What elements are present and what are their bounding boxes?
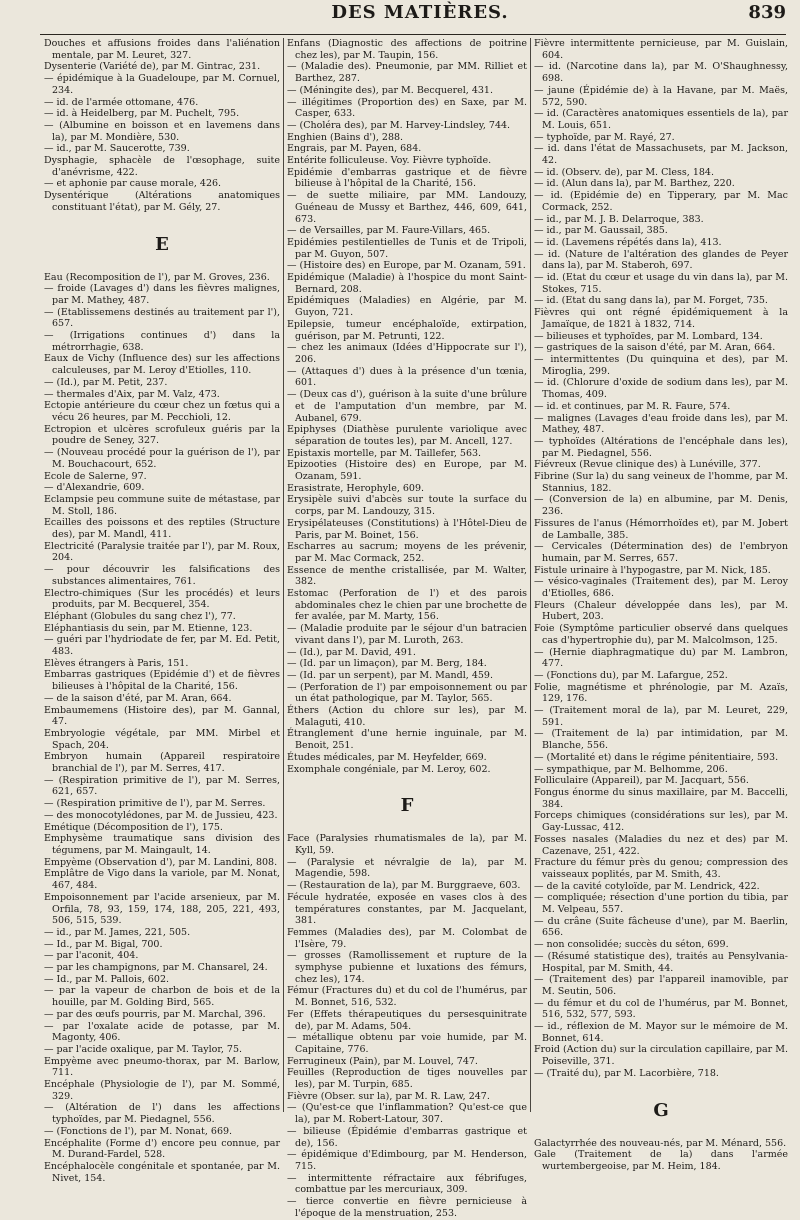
index-entry: — (Traitement des) par l'appareil inamovible, par M. Seutin, 506.: [534, 974, 788, 997]
section-letter: E: [155, 233, 169, 255]
index-entry: — (Maladie produite par le séjour d'un batracien vivant dans l'), par M. Luroth, 263.: [287, 623, 527, 646]
index-entry: — de suette miliaire, par MM. Landouzy, Guéneau de Mussy et Barthez, 446, 609, 641, 673.: [287, 190, 527, 225]
index-entry: Escharres au sacrum; moyens de les prévenir, par M. Mac Cormack, 252.: [287, 541, 527, 564]
index-entry: — thermales d'Aix, par M. Valz, 473.: [44, 388, 220, 400]
index-entry: — bilieuses et typhoïdes, par M. Lombard, 134.: [534, 330, 763, 342]
index-entry: Empyème avec pneumo-thorax, par M. Barlow, 711.: [44, 1055, 280, 1079]
index-entry: — (Altération de l') dans les affections typhoïdes, par M. Piedagnel, 556.: [44, 1102, 280, 1126]
index-entry: — id. (Nature de l'altération des glandes de Peyer dans la), par M. Staberoh, 697.: [534, 248, 788, 272]
index-entry: Epidémies pestilentielles de Tunis et de Tripoli, par M. Guyon, 507.: [287, 236, 527, 260]
index-entry: — par la vapeur de charbon de bois et de la houille, par M. Golding Bird, 565.: [44, 985, 280, 1009]
index-entry: Emphysème traumatique sans division des tégumens, par M. Maingault, 14.: [44, 833, 280, 856]
index-entry: — (Albumine en boisson et en lavemens dans la), par M. Mondière, 530.: [44, 119, 280, 143]
column-divider: [530, 38, 531, 1112]
index-entry: — (Respiration primitive de l'), par M. Serres, 621, 657.: [44, 774, 280, 798]
index-entry: Empoisonnement par l'acide arsenieux, par M. Orfila, 78, 93, 159, 174, 188, 205, 221, 493, 506, 515, 539.: [44, 891, 280, 927]
index-entry: — (Irrigations continues d') dans la métrorrhagie, 638.: [44, 330, 280, 353]
index-entry: — (Respiration primitive de l'), par M. Serres.: [44, 798, 266, 810]
index-entry: Embarras gastriques (Epidémie d') et de fièvres bilieuses à l'hôpital de la Charité, 156.: [44, 669, 280, 693]
index-entry: Exomphale congéniale, par M. Leroy, 602.: [287, 763, 491, 775]
index-entry: — vésico-vaginales (Traitement des), par M. Leroy d'Etiolles, 686.: [534, 576, 788, 600]
index-entry: Ecailles des poissons et des reptiles (Structure des), par M. Mandl, 411.: [44, 517, 280, 541]
index-entry: Eclampsie peu commune suite de métastase, par M. Stoll, 186.: [44, 493, 280, 517]
index-entry: Eaux de Vichy (Influence des) sur les affections calculeuses, par M. Leroy d'Etiolles, 110.: [44, 353, 280, 377]
index-entry: Emétique (Décomposition de l'), 175.: [44, 821, 223, 833]
index-entry: Fosses nasales (Maladies du nez et des) par M. Cazenave, 251, 422.: [534, 833, 788, 857]
index-entry: — (Attaques d') dues à la présence d'un tœnia, 601.: [287, 365, 527, 389]
index-entry: — (Deux cas d'), guérison à la suite d'une brûlure et de l'amputation d'un membre, par M. Aubanel, 679.: [287, 389, 527, 424]
index-entry: Engrais, par M. Payen, 684.: [287, 143, 422, 155]
index-entry: — id. dans l'état de Massachusets, par M. Jackson, 42.: [534, 143, 788, 167]
index-entry: — des monocotylédones, par M. de Jussieu, 423.: [44, 809, 278, 821]
index-entry: — id. (Etat du cœur et usage du vin dans la), par M. Stokes, 715.: [534, 272, 788, 295]
index-entry: — id. à Heidelberg, par M. Puchelt, 795.: [44, 108, 240, 120]
index-entry: Étranglement d'une hernie inguinale, par M. Benoit, 251.: [287, 728, 527, 752]
index-entry: Erasistrate, Herophyle, 609.: [287, 482, 425, 494]
index-entry: — id., par M. J. B. Delarroque, 383.: [534, 213, 704, 225]
index-entry: — (Perforation de l') par empoisonnement ou par un état pathologique, par M. Taylor, 565.: [287, 681, 527, 705]
index-entry: — de Versailles, par M. Faure-Villars, 465.: [287, 225, 491, 237]
index-entry: Fleurs (Chaleur développée dans les), par M. Hubert, 203.: [534, 599, 788, 623]
index-entry: — (Conversion de la) en albumine, par M. Denis, 236.: [534, 494, 788, 518]
index-entry: — id. (Chlorure d'oxide de sodium dans les), par M. Thomas, 409.: [534, 377, 788, 401]
section-letter: G: [653, 1099, 669, 1121]
index-entry: — id., par M. James, 221, 505.: [44, 926, 191, 938]
index-entry: Froid (Action du) sur la circulation capillaire, par M. Poiseville, 371.: [534, 1044, 788, 1068]
index-entry: Embryon humain (Appareil respiratoire branchial de l'), par M. Serres, 417.: [44, 751, 280, 775]
page-number: 839: [748, 2, 786, 23]
index-entry: — compliquée; résection d'une portion du tibia, par M. Velpeau, 557.: [534, 892, 788, 916]
index-entry: — id. et continues, par M. R. Faure, 574.: [534, 400, 731, 412]
index-entry: — id. (Etat du sang dans la), par M. Forget, 735.: [534, 295, 768, 307]
index-entry: — illégitimes (Proportion des) en Saxe, par M. Casper, 633.: [287, 96, 527, 120]
index-entry: Epistaxis mortelle, par M. Taillefer, 563.: [287, 447, 482, 459]
index-entry: — (Qu'est-ce que l'inflammation? Qu'est-ce que la), par M. Robert-Latour, 307.: [287, 1102, 527, 1126]
index-entry: — jaune (Épidémie de) à la Havane, par M. Maës, 572, 590.: [534, 84, 788, 108]
index-entry: Empyème (Observation d'), par M. Landini, 808.: [44, 856, 278, 868]
index-entry: Emplâtre de Vigo dans la variole, par M. Nonat, 467, 484.: [44, 868, 280, 892]
index-entry: Electro-chimiques (Sur les procédés) et leurs produits, par M. Becquerel, 354.: [44, 587, 280, 611]
index-entry: Feuilles (Reproduction de tiges nouvelles par les), par M. Turpin, 685.: [287, 1067, 527, 1091]
index-entry: — (Restauration de la), par M. Burggraeve, 603.: [287, 880, 521, 892]
index-entry: Essence de menthe cristallisée, par M. Walter, 382.: [287, 564, 527, 588]
index-entry: — (Id. par un serpent), par M. Mandl, 459.: [287, 669, 493, 681]
index-entry: — (Mortalité et) dans le régime pénitentiaire, 593.: [534, 751, 779, 763]
running-head-title: DES MATIÈRES.: [331, 2, 509, 23]
index-entry: — (Fonctions de l'), par M. Nonat, 669.: [44, 1125, 233, 1137]
column-divider: [283, 38, 284, 1112]
index-entry: — du crâne (Suite fâcheuse d'une), par M. Baerlin, 656.: [534, 915, 788, 939]
section-letter: F: [400, 795, 414, 817]
index-entry: Erysipèle suivi d'abcès sur toute la surface du corps, par M. Landouzy, 315.: [287, 494, 527, 518]
index-entry: — Id., par M. Pallois, 602.: [44, 973, 170, 985]
index-entry: Entérite folliculeuse. Voy. Fièvre typhoïde.: [287, 155, 492, 167]
index-entry: — (Maladie des). Pneumonie, par MM. Rilliet et Barthez, 287.: [287, 61, 527, 85]
index-entry: Fistule urinaire à l'hypogastre, par M. Nick, 185.: [534, 564, 771, 576]
index-entry: Enghien (Bains d'), 288.: [287, 131, 404, 143]
index-entry: — de la saison d'été, par M. Aran, 664.: [44, 692, 232, 704]
index-entry: — et aphonie par cause morale, 426.: [44, 178, 222, 190]
index-entry: — id. de l'armée ottomane, 476.: [44, 96, 199, 108]
index-entry: — (Résumé statistique des), traités au Pensylvania-Hospital, par M. Smith, 44.: [534, 950, 788, 974]
index-entry: — Cervicales (Détermination des) de l'embryon humain, par M. Serres, 657.: [534, 541, 788, 564]
index-entry: — d'Alexandrie, 609.: [44, 482, 145, 494]
index-entry: Foie (Symptôme particulier observé dans quelques cas d'hypertrophie du), par M. Malcolmson, 125.: [534, 623, 788, 646]
index-entry: — (Paralysie et névralgie de la), par M. Magendie, 598.: [287, 856, 527, 880]
index-entry: — (Id. par un limaçon), par M. Berg, 184.: [287, 658, 487, 670]
index-entry: Epiphyses (Diathèse purulente variolique avec séparation de toutes les), par M. Ancell, 127.: [287, 424, 527, 447]
index-entry: Fracture du fémur près du genou; compression des vaisseaux poplités, par M. Smith, 43.: [534, 857, 788, 880]
index-entry: Dysenterie (Variété de), par M. Gintrac, 231.: [44, 61, 261, 73]
index-entry: Epizooties (Histoire des) en Europe, par M. Ozanam, 591.: [287, 459, 527, 483]
index-entry: — (Id.), par M. Petit, 237.: [44, 376, 168, 388]
index-entry: — id., réflexion de M. Mayor sur le mémoire de M. Bonnet, 614.: [534, 1021, 788, 1044]
index-entry: Epidémiques (Maladies) en Algérie, par M. Guyon, 721.: [287, 295, 527, 319]
index-entry: — intermittentes (Du quinquina et des), par M. Miroglia, 299.: [534, 353, 788, 377]
index-entry: Dysphagie, sphacèle de l'œsophage, suite d'anévrisme, 422.: [44, 155, 280, 178]
index-entry: — sympathique, par M. Belhomme, 206.: [534, 763, 728, 775]
index-entry: Douches et affusions froides dans l'aliénation mentale, par M. Leuret, 327.: [44, 38, 280, 61]
header-rule: [40, 34, 786, 35]
index-entry: Electricité (Paralysie traitée par l'), par M. Roux, 204.: [44, 540, 280, 564]
index-entry: Forceps chimiques (considérations sur les), par M. Gay-Lussac, 412.: [534, 810, 788, 834]
index-entry: Estomac (Perforation de l') et des parois abdominales chez le chien par une brochette de fer avalée, par M. Marty, 156.: [287, 588, 527, 623]
index-entry: Encéphalite (Forme d') encore peu connue, par M. Durand-Fardel, 528.: [44, 1137, 280, 1161]
index-entry: Epidémique (Maladie) à l'hospice du mont Saint-Bernard, 208.: [287, 272, 527, 295]
index-entry: — (Fonctions du), par M. Lafargue, 252.: [534, 669, 728, 681]
running-head: [0, 2, 800, 30]
index-entry: — tierce convertie en fièvre pernicieuse à l'époque de la menstruation, 253.: [287, 1196, 527, 1219]
index-entry: Folie, magnétisme et phrénologie, par M. Azaïs, 129, 176.: [534, 681, 788, 705]
index-entry: — typhoïdes (Altérations de l'encéphale dans les), par M. Piedagnel, 556.: [534, 435, 788, 459]
index-entry: — id. (Observ. de), par M. Cless, 184.: [534, 166, 714, 178]
index-entry: — de la cavité cotyloïde, par M. Lendrick, 422.: [534, 880, 760, 892]
index-entry: — id., par M. Gaussail, 385.: [534, 225, 668, 237]
index-entry: Ecole de Salerne, 97.: [44, 470, 147, 482]
index-entry: Fissures de l'anus (Hémorrhoïdes et), par M. Jobert de Lamballe, 385.: [534, 517, 788, 541]
index-entry: — id. (Caractères anatomiques essentiels de la), par M. Louis, 651.: [534, 108, 788, 131]
index-entry: — id., par M. Saucerotte, 739.: [44, 143, 190, 155]
index-column-left: [44, 38, 280, 1184]
index-entry: — intermittente réfractaire aux fébrifuges, combattue par les mercuriaux, 309.: [287, 1172, 527, 1196]
index-entry: — non consolidée; succès du séton, 699.: [534, 939, 729, 951]
index-entry: — pour découvrir les falsifications des substances alimentaires, 761.: [44, 564, 280, 587]
index-entry: — (Histoire des) en Europe, par M. Ozanam, 591.: [287, 260, 526, 272]
index-entry: — (Hernie diaphragmatique du) par M. Lambron, 477.: [534, 646, 788, 670]
index-entry: Epilepsie, tumeur encéphaloïde, extirpation, guérison, par M. Petrunti, 122.: [287, 318, 527, 342]
index-entry: — (Traité du), par M. Lacorbière, 718.: [534, 1067, 719, 1079]
index-entry: Erysipélateuses (Constitutions) à l'Hôtel-Dieu de Paris, par M. Boinet, 156.: [287, 517, 527, 541]
index-entry: Face (Paralysies rhumatismales de la), par M. Kyll, 59.: [287, 833, 527, 856]
index-entry: Elèves étrangers à Paris, 151.: [44, 657, 189, 669]
index-entry: — (Choléra des), par M. Harvey-Lindsley, 744.: [287, 119, 511, 131]
index-entry: — gastriques de la saison d'été, par M. Aran, 664.: [534, 342, 776, 354]
index-entry: Femmes (Maladies des), par M. Colombat de l'Isère, 79.: [287, 926, 527, 950]
index-entry: Enfans (Diagnostic des affections de poitrine chez les), par M. Taupin, 156.: [287, 38, 527, 61]
index-entry: — id. (Alun dans la), par M. Barthez, 220.: [534, 178, 735, 190]
index-entry: Encéphalocèle congénitale et spontanée, par M. Nivet, 154.: [44, 1160, 280, 1184]
index-entry: — froide (Lavages d') dans les fièvres malignes, par M. Mathey, 487.: [44, 283, 280, 306]
index-entry: — par les champignons, par M. Chansarel, 24.: [44, 962, 268, 974]
index-entry: Eléphantiasis du sein, par M. Etienne, 123.: [44, 622, 253, 634]
index-entry: Éthers (Action du chlore sur les), par M. Malaguti, 410.: [287, 705, 527, 728]
index-entry: Folliculaire (Appareil), par M. Jacquart, 556.: [534, 775, 749, 787]
index-entry: Fiévreux (Revue clinique des) à Lunéville, 377.: [534, 459, 761, 471]
index-entry: Fièvres qui ont régné épidémiquement à la Jamaïque, de 1821 à 1832, 714.: [534, 307, 788, 330]
index-entry: — épidémique d'Edimbourg, par M. Henderson, 715.: [287, 1149, 527, 1172]
index-entry: Ectropion et ulcères scrofuleux guéris par la poudre de Seney, 327.: [44, 423, 280, 447]
index-entry: — (Id.), par M. David, 491.: [287, 646, 416, 658]
index-entry: Eau (Recomposition de l'), par M. Groves, 236.: [44, 271, 270, 283]
index-entry: — chez les animaux (Idées d'Hippocrate sur l'), 206.: [287, 342, 527, 365]
index-entry: — guéri par l'hydriodate de fer, par M. Ed. Petit, 483.: [44, 634, 280, 658]
index-entry: — typhoïde, par M. Rayé, 27.: [534, 131, 675, 143]
index-entry: — épidémique à la Guadeloupe, par M. Cornuel, 234.: [44, 73, 280, 96]
index-entry: — du fémur et du col de l'humérus, par M. Bonnet, 516, 532, 577, 593.: [534, 997, 788, 1021]
index-entry: Embaumemens (Histoire des), par M. Gannal, 47.: [44, 704, 280, 728]
index-column-middle: [287, 38, 527, 1219]
index-entry: Fièvre (Obser. sur la), par M. R. Law, 247.: [287, 1090, 490, 1102]
index-entry: Fer (Effets thérapeutiques du persesquinitrate de), par M. Adams, 504.: [287, 1008, 527, 1032]
index-entry: — id. (Epidémie de) en Tipperary, par M. Mac Cormack, 252.: [534, 190, 788, 213]
index-entry: Fongus énorme du sinus maxillaire, par M. Baccelli, 384.: [534, 787, 788, 810]
index-entry: Ferrugineux (Pain), par M. Louvel, 747.: [287, 1055, 478, 1067]
index-entry: Fécule hydratée, exposée en vases clos à des températures constantes, par M. Jacquelant, 381.: [287, 891, 527, 927]
index-entry: Dysentérique (Altérations anatomiques constituant l'état), par M. Gély, 27.: [44, 190, 280, 213]
index-entry: Epidémie d'embarras gastrique et de fièvre bilieuse à l'hôpital de la Charité, 156.: [287, 166, 527, 190]
index-entry: — par l'aconit, 404.: [44, 950, 139, 962]
index-entry: Fémur (Fractures du) et du col de l'humérus, par M. Bonnet, 516, 532.: [287, 985, 527, 1009]
index-entry: — malignes (Lavages d'eau froide dans les), par M. Mathey, 487.: [534, 412, 788, 436]
index-entry: — Id., par M. Bigal, 700.: [44, 938, 163, 950]
index-entry: Encéphale (Physiologie de l'), par M. Sommé, 329.: [44, 1079, 280, 1102]
index-entry: — par l'acide oxalique, par M. Taylor, 75.: [44, 1043, 243, 1055]
index-entry: — grosses (Ramollissement et rupture de la symphyse pubienne et luxations des fémurs, chez les), 174.: [287, 950, 527, 985]
index-entry: — par des œufs pourris, par M. Marchal, 396.: [44, 1008, 266, 1020]
index-entry: — (Traitement moral de la), par M. Leuret, 229, 591.: [534, 705, 788, 728]
index-column-right: [534, 38, 788, 1172]
index-entry: Ectopie antérieure du cœur chez un fœtus qui a vécu 26 heures, par M. Pecchioli, 12.: [44, 400, 280, 423]
index-entry: — métallique obtenu par voie humide, par M. Capitaine, 776.: [287, 1032, 527, 1055]
index-entry: — (Etablissemens destinés au traitement par l'), 657.: [44, 306, 280, 330]
index-entry: — (Nouveau procédé pour la guérison de l'), par M. Bouchacourt, 652.: [44, 447, 280, 470]
index-entry: Fibrine (Sur la) du sang veineux de l'homme, par M. Stannius, 182.: [534, 471, 788, 494]
index-entry: — bilieuse (Épidémie d'embarras gastrique et de), 156.: [287, 1125, 527, 1149]
index-entry: — par l'oxalate acide de potasse, par M. Magonty, 406.: [44, 1020, 280, 1044]
index-entry: — id. (Narcotine dans la), par M. O'Shaughnessy, 698.: [534, 61, 788, 85]
index-entry: Eléphant (Globules du sang chez l'), 77.: [44, 610, 236, 622]
index-entry: Embryologie végétale, par MM. Mirbel et Spach, 204.: [44, 727, 280, 751]
index-entry: — (Traitement de la) par intimidation, par M. Blanche, 556.: [534, 728, 788, 752]
index-entry: Études médicales, par M. Heyfelder, 669.: [287, 751, 487, 763]
index-entry: — (Méningite des), par M. Becquerel, 431.: [287, 84, 493, 96]
index-entry: Galactyrrhée des nouveau-nés, par M. Ménard, 556.: [534, 1137, 787, 1149]
index-entry: Fièvre intermittente pernicieuse, par M. Guislain, 604.: [534, 38, 788, 61]
index-entry: — id. (Lavemens répétés dans la), 413.: [534, 236, 722, 248]
index-entry: Gale (Traitement de la) dans l'armée wurtembergeoise, par M. Heim, 184.: [534, 1149, 788, 1172]
